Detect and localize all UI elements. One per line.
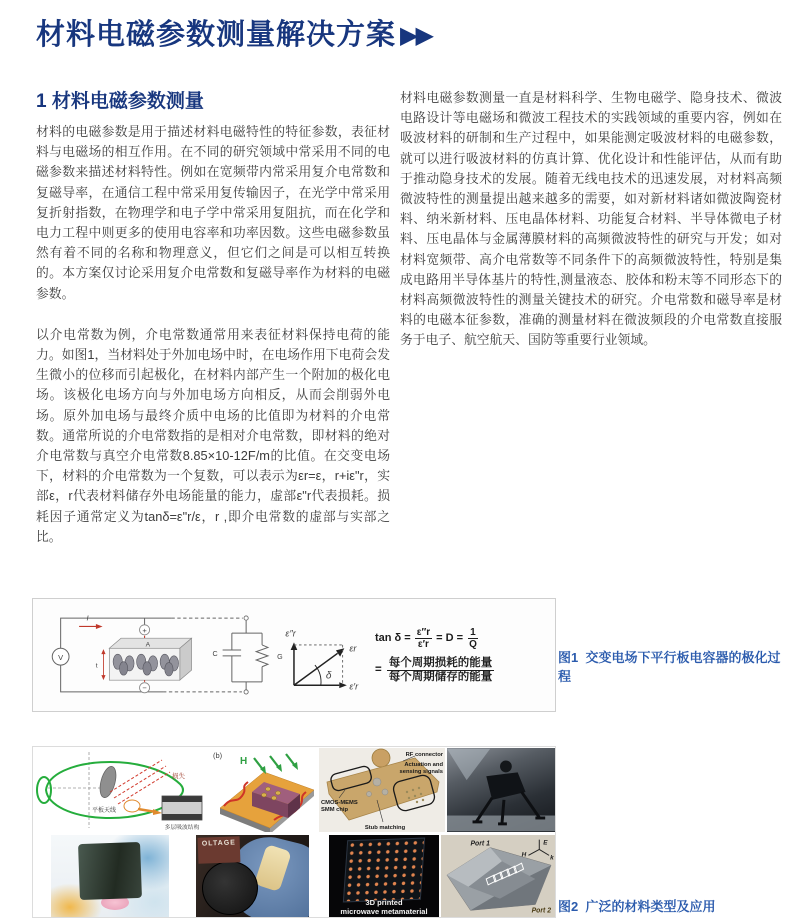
label-capacitor: C bbox=[212, 649, 218, 658]
fraction-denominator: Q bbox=[469, 638, 477, 650]
energy-fraction bbox=[387, 657, 495, 683]
voltage-sign: OLTAGE bbox=[198, 836, 241, 863]
label-axis-e: E bbox=[543, 839, 548, 847]
label-rf-connector: RF connector bbox=[405, 752, 443, 758]
figure2-caption: 图2 广泛的材料类型及应用 bbox=[558, 899, 716, 914]
label-voltmeter: V bbox=[58, 653, 64, 663]
label-eps-imag: ε″r bbox=[285, 628, 296, 639]
label-area: A bbox=[145, 641, 151, 649]
label-port1: Port 1 bbox=[470, 840, 490, 848]
label-thickness: t bbox=[95, 662, 98, 670]
waveguide-plate-drawing bbox=[441, 835, 555, 917]
disc-sample-icon bbox=[202, 861, 258, 915]
title-arrows-icon: ▶▶ bbox=[400, 22, 431, 49]
figure2-box bbox=[32, 746, 556, 918]
loss-tangent-formula bbox=[375, 627, 547, 650]
label-eps-complex: εr bbox=[349, 643, 357, 654]
label-eps-real: ε′r bbox=[349, 681, 359, 692]
equals-sign: = bbox=[375, 664, 382, 676]
mems-chip-drawing bbox=[319, 748, 445, 832]
body-paragraph: 材料电磁参数测量一直是材料科学、生物电磁学、隐身技术、微波电路设计等电磁场和微波工程技术的实践领域的重要内容，例如在吸波材料的研制和生产过程中，如果能测定吸波材料的电磁参数，就可以进行吸波材料的仿真计算、优化设计和性能评估，从而有助于推动隐身技术的发展。随着无线电技术的迅速发展，对材料高频微波特性的测量提出越来越多的需要，如对新材料诸如微波陶瓷材料、纳米新材料、压电晶体材料、功能复合材料、半导体微电子材料、压电晶体与金属薄膜材料的高频微波特性的研究与开发；如对材料宽频带、高介电常数等不同条件下的高频微波特性，特别是集成电路用半导体基片的特性,测量液态、胶体和粉末等不同形态下的材料高频微波特性的测量关键技术的研究。介电常数和磁导率是材料的电磁本征参数，准确的测量材料在微波频段的介电常数直接服务于电子、航空航天、国防等重要行业领域。 bbox=[400, 90, 782, 348]
photo-chip-render bbox=[210, 748, 318, 832]
label-minus: − bbox=[142, 683, 147, 693]
page-title bbox=[36, 12, 431, 53]
metamaterial-cube-icon bbox=[343, 838, 425, 903]
figure1-caption: 图1 交变电场下平行板电容器的极化过程 bbox=[558, 650, 781, 684]
eps-fraction bbox=[415, 627, 432, 650]
page-title-text: 材料电磁参数测量解决方案 bbox=[36, 19, 397, 51]
photo-metamaterial-cube bbox=[329, 835, 439, 917]
label-axis-h: H bbox=[521, 851, 527, 859]
figure1-box bbox=[32, 598, 556, 712]
photo-absorber-diagram bbox=[34, 748, 210, 832]
label-multilayer-structure: 多层吸波结构 bbox=[164, 825, 200, 831]
photo-flexible-material bbox=[196, 835, 309, 917]
right-column bbox=[400, 86, 782, 568]
fraction-denominator: ε′r bbox=[417, 638, 429, 650]
q-fraction bbox=[467, 627, 479, 650]
label-stub-matching: Stub matching bbox=[364, 825, 406, 831]
metamaterial-caption bbox=[329, 898, 439, 916]
label-plus: + bbox=[142, 625, 147, 635]
metamaterial-line1: 3D printed bbox=[365, 898, 403, 907]
fraction-denominator: 每个周期储存的能量 bbox=[388, 670, 493, 683]
photo-waveguide-plate bbox=[441, 835, 555, 917]
formula-mid: = D = bbox=[436, 632, 464, 645]
label-axis-k: k bbox=[550, 854, 554, 862]
fraction-numerator: 1 bbox=[470, 626, 476, 638]
figure1-formula bbox=[375, 627, 547, 683]
lander-drawing bbox=[447, 748, 555, 832]
label-current: I bbox=[86, 613, 89, 623]
body-paragraph: 以介电常数为例，介电常数通常用来表征材料保持电荷的能力。如图1，当材料处于外加电场中时，在电场作用下电荷会发生微小的位移而引起极化，在材料内部产生一个附加的极化电场。该极化电场方向与外加电场方向相反，从而会削弱外电场。原外加电场与最终介质中电场的比值即为材料的介电常数。通常所说的介电常数指的是相对介电常数，即材料的绝对介电常数与真空介电常数8.85×10-12F/m的比值。在交变电场下，材料的介电常数为一个复数，可以表示为εr=ε，r+iε"r，实部ε，r代表材料储存外电场能量的能力，虚部ε"r代表损耗。损耗因子通常定义为tanδ=ε"r/ε，r ,即介电常数的虚部与实部之比。 bbox=[36, 326, 390, 544]
left-column bbox=[36, 86, 390, 568]
fraction-numerator: ε″r bbox=[416, 626, 431, 638]
label-chip-1: CMOS-MEMS bbox=[321, 800, 358, 806]
fraction-numerator: 每个周期损耗的能量 bbox=[388, 656, 493, 669]
label-loss: 损失 bbox=[172, 773, 185, 780]
label-delta: δ bbox=[325, 670, 332, 682]
flat-antenna-icon bbox=[97, 765, 119, 800]
formula-lhs: tan δ = bbox=[375, 632, 411, 645]
section-heading: 1 材料电磁参数测量 bbox=[36, 91, 204, 112]
text-columns bbox=[36, 86, 782, 568]
label-panel-b: (b) bbox=[213, 751, 223, 760]
chip-render-drawing bbox=[210, 748, 318, 832]
figure1-schematic bbox=[37, 608, 373, 702]
photo-lander bbox=[447, 748, 555, 832]
photo-absorber-block bbox=[51, 835, 169, 917]
label-chip-2: SMM chip bbox=[321, 807, 349, 813]
absorber-block-icon bbox=[78, 842, 142, 900]
metamaterial-line2: microwave metamaterial bbox=[340, 907, 428, 916]
label-flat-antenna: 平板天线 bbox=[92, 808, 117, 814]
absorber-diagram-drawing bbox=[34, 748, 210, 832]
body-paragraph: 材料的电磁参数是用于描述材料电磁特性的特征参数，表征材料与电磁场的相互作用。在不同的研究领域中常采用不同的电磁参数来描述材料特性。例如在宽频带内常采用复介电常数和复磁导率，在通信工程中常采用复传输因子，在光学中常采用复折射指数，在物理学和电子学中常采用复阻抗，而在化学和电力工程中则更多的使用电容率和功率因数。这些电磁参数虽然有着不同的名称和物理意义，但它们之间是可以相互转换的。本方案仅讨论采用复介电常数和复磁导率作为材料的电磁参数。 bbox=[36, 124, 390, 301]
label-h-field: H bbox=[240, 756, 248, 767]
energy-ratio-formula bbox=[375, 657, 547, 683]
label-actuation-2: sensing signals bbox=[399, 769, 443, 775]
photo-cmos-mems-chip bbox=[319, 748, 445, 832]
label-port2: Port 2 bbox=[531, 907, 552, 915]
label-conductance: G bbox=[277, 653, 283, 662]
label-actuation-1: Actuation and bbox=[404, 762, 443, 768]
